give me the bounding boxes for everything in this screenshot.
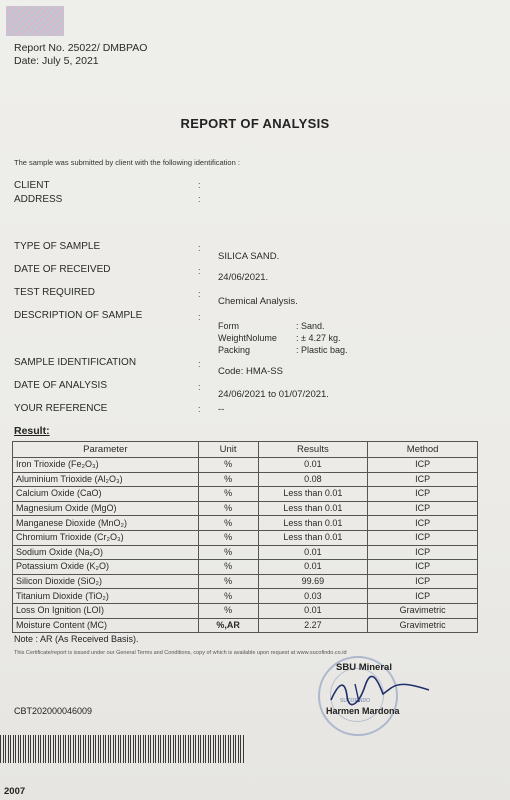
result-cell: Less than 0.01 [258, 516, 368, 531]
result-cell: 0.01 [258, 458, 368, 473]
param-cell: Sodium Oxide (Na₂O) [13, 545, 199, 560]
result-heading: Result: [14, 425, 50, 437]
reference-value: -- [218, 404, 225, 415]
result-cell: 0.08 [258, 472, 368, 487]
unit-cell: % [198, 516, 258, 531]
result-cell: 0.01 [258, 560, 368, 575]
method-cell: Gravimetric [368, 603, 478, 618]
signature-scribble [325, 674, 435, 708]
table-row [13, 574, 478, 589]
unit-cell: % [198, 458, 258, 473]
company-logo [6, 6, 64, 36]
table-row [13, 516, 478, 531]
received-colon: : [198, 266, 201, 276]
address-label: ADDRESS [14, 194, 63, 205]
param-cell: Calcium Oxide (CaO) [13, 487, 199, 502]
param-cell: Magnesium Oxide (MgO) [13, 501, 199, 516]
method-cell: ICP [368, 560, 478, 575]
description-label: DESCRIPTION OF SAMPLE [14, 310, 143, 321]
packing-key: Packing [218, 345, 251, 355]
report-date: Date: July 5, 2021 [14, 55, 99, 67]
unit-cell: % [198, 574, 258, 589]
unit-cell: % [198, 487, 258, 502]
result-cell: 99.69 [258, 574, 368, 589]
reference-colon: : [198, 404, 201, 414]
method-cell: ICP [368, 530, 478, 545]
table-header-row [13, 442, 478, 458]
header-unit: Unit [198, 442, 258, 458]
unit-cell: % [198, 530, 258, 545]
result-cell: 2.27 [258, 618, 368, 633]
form-value: : Sand. [296, 321, 325, 331]
result-cell: 0.03 [258, 589, 368, 604]
received-label: DATE OF RECEIVED [14, 264, 111, 275]
result-cell: 0.01 [258, 545, 368, 560]
param-cell: Aluminium Trioxide (Al₂O₃) [13, 472, 199, 487]
results-table [12, 441, 478, 633]
client-label: CLIENT [14, 180, 50, 191]
method-cell: ICP [368, 589, 478, 604]
table-row [13, 603, 478, 618]
param-cell: Titanium Dioxide (TiO₂) [13, 589, 199, 604]
result-cell: Less than 0.01 [258, 530, 368, 545]
table-row [13, 589, 478, 604]
table-row [13, 618, 478, 633]
param-cell: Chromium Trioxide (Cr₂O₃) [13, 530, 199, 545]
unit-cell: % [198, 545, 258, 560]
certificate-code: CBT202000046009 [14, 706, 93, 716]
table-row [13, 458, 478, 473]
type-colon: : [198, 243, 201, 253]
result-cell: Less than 0.01 [258, 487, 368, 502]
description-colon: : [198, 312, 201, 322]
received-value: 24/06/2021. [218, 272, 269, 283]
reference-label: YOUR REFERENCE [14, 403, 108, 414]
barcode [0, 735, 245, 763]
table-row [13, 530, 478, 545]
param-cell: Moisture Content (MC) [13, 618, 199, 633]
page-title: REPORT OF ANALYSIS [180, 116, 330, 131]
sample-id-colon: : [198, 359, 201, 369]
test-label: TEST REQUIRED [14, 287, 95, 298]
method-cell: ICP [368, 487, 478, 502]
method-cell: ICP [368, 501, 478, 516]
weight-key: WeightNolume [218, 333, 277, 343]
signatory-unit: SBU Mineral [336, 662, 392, 673]
intro-text: The sample was submitted by client with the following identification : [14, 158, 240, 167]
method-cell: ICP [368, 472, 478, 487]
analysis-date-colon: : [198, 382, 201, 392]
table-row [13, 560, 478, 575]
method-cell: Gravimetric [368, 618, 478, 633]
param-cell: Iron Trioxide (Fe₂O₃) [13, 458, 199, 473]
note-text: Note : AR (As Received Basis). [14, 634, 139, 644]
stamp-text: SUCOFINDO [340, 698, 370, 704]
report-number: Report No. 25022/ DMBPAO [14, 42, 148, 54]
method-cell: ICP [368, 458, 478, 473]
type-label: TYPE OF SAMPLE [14, 241, 101, 252]
table-row [13, 501, 478, 516]
test-value: Chemical Analysis. [218, 296, 298, 307]
form-key: Form [218, 321, 239, 331]
param-cell: Silicon Dioxide (SiO₂) [13, 574, 199, 589]
sample-id-value: Code: HMA-SS [218, 366, 283, 377]
header-parameter: Parameter [13, 442, 199, 458]
unit-cell: % [198, 472, 258, 487]
address-colon: : [198, 194, 201, 204]
analysis-date-label: DATE OF ANALYSIS [14, 380, 107, 391]
sample-description [218, 320, 348, 356]
unit-cell: %,AR [198, 618, 258, 633]
sample-id-label: SAMPLE IDENTIFICATION [14, 357, 137, 368]
analysis-date-value: 24/06/2021 to 01/07/2021. [218, 389, 329, 400]
table-row [13, 472, 478, 487]
method-cell: ICP [368, 574, 478, 589]
method-cell: ICP [368, 545, 478, 560]
unit-cell: % [198, 589, 258, 604]
unit-cell: % [198, 603, 258, 618]
table-row [13, 487, 478, 502]
weight-value: : ± 4.27 kg. [296, 333, 341, 343]
type-value: SILICA SAND. [218, 251, 280, 262]
result-cell: 0.01 [258, 603, 368, 618]
footer-year: 2007 [4, 786, 26, 797]
header-method: Method [368, 442, 478, 458]
report-header [14, 42, 147, 68]
param-cell: Potassium Oxide (K₂O) [13, 560, 199, 575]
terms-text: This Certificate/report is issued under our General Terms and Conditions, copy of which is available upon request at www.sucofindo.co.id [14, 650, 347, 656]
table-row [13, 545, 478, 560]
result-cell: Less than 0.01 [258, 501, 368, 516]
unit-cell: % [198, 560, 258, 575]
packing-value: : Plastic bag. [296, 345, 348, 355]
client-colon: : [198, 180, 201, 190]
unit-cell: % [198, 501, 258, 516]
param-cell: Loss On Ignition (LOI) [13, 603, 199, 618]
param-cell: Manganese Dioxide (MnO₂) [13, 516, 199, 531]
test-colon: : [198, 289, 201, 299]
header-results: Results [258, 442, 368, 458]
method-cell: ICP [368, 516, 478, 531]
signatory-name: Harmen Mardona [326, 706, 400, 716]
